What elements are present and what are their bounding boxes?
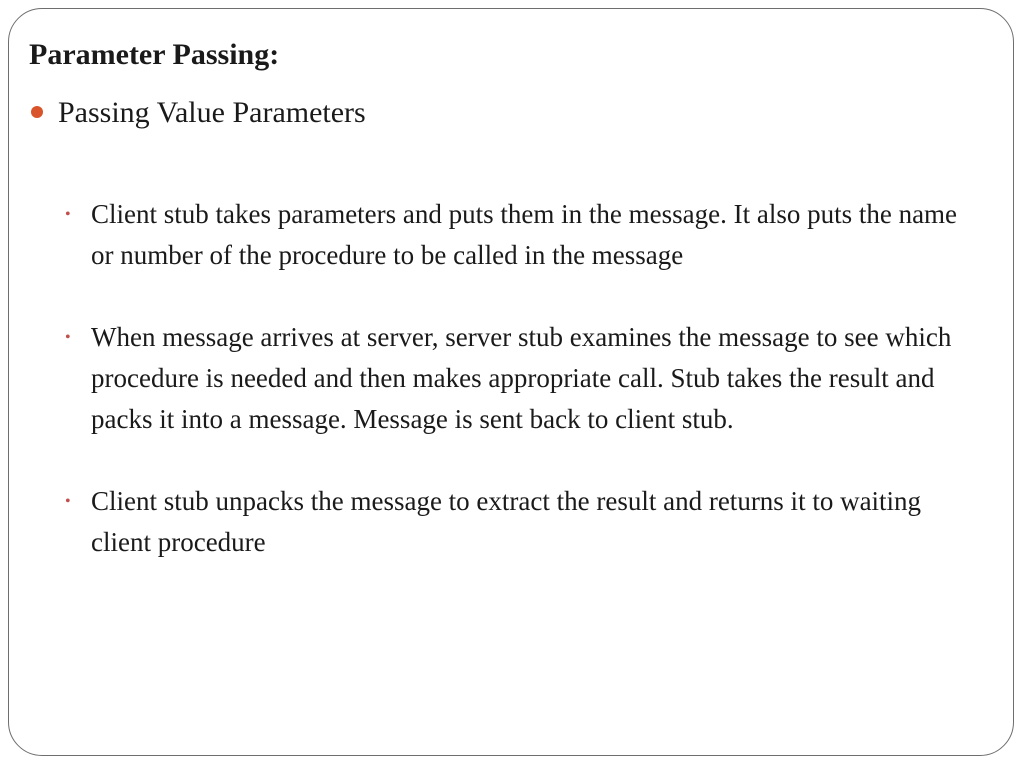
level1-bullet-item bbox=[31, 95, 366, 131]
list-item bbox=[65, 317, 983, 440]
list-item bbox=[65, 194, 983, 276]
list-item-text: When message arrives at server, server stub examines the message to see which procedure is needed and then makes appropriate call. Stub takes the result and packs it into a message. Message is sent back to client stub. bbox=[91, 322, 952, 434]
bullet-icon: • bbox=[65, 329, 71, 346]
sub-bullet-list bbox=[65, 194, 983, 604]
level1-text: Passing Value Parameters bbox=[58, 96, 366, 129]
bullet-icon: • bbox=[65, 493, 71, 510]
slide bbox=[8, 8, 1014, 756]
bullet-icon: • bbox=[65, 206, 71, 223]
slide-heading: Parameter Passing: bbox=[29, 38, 280, 71]
list-item-text: Client stub unpacks the message to extract the result and returns it to waiting client procedure bbox=[91, 486, 922, 557]
bullet-dot-icon bbox=[31, 106, 43, 118]
list-item-text: Client stub takes parameters and puts them in the message. It also puts the name or number of the procedure to be called in the message bbox=[91, 199, 958, 270]
list-item bbox=[65, 481, 983, 563]
